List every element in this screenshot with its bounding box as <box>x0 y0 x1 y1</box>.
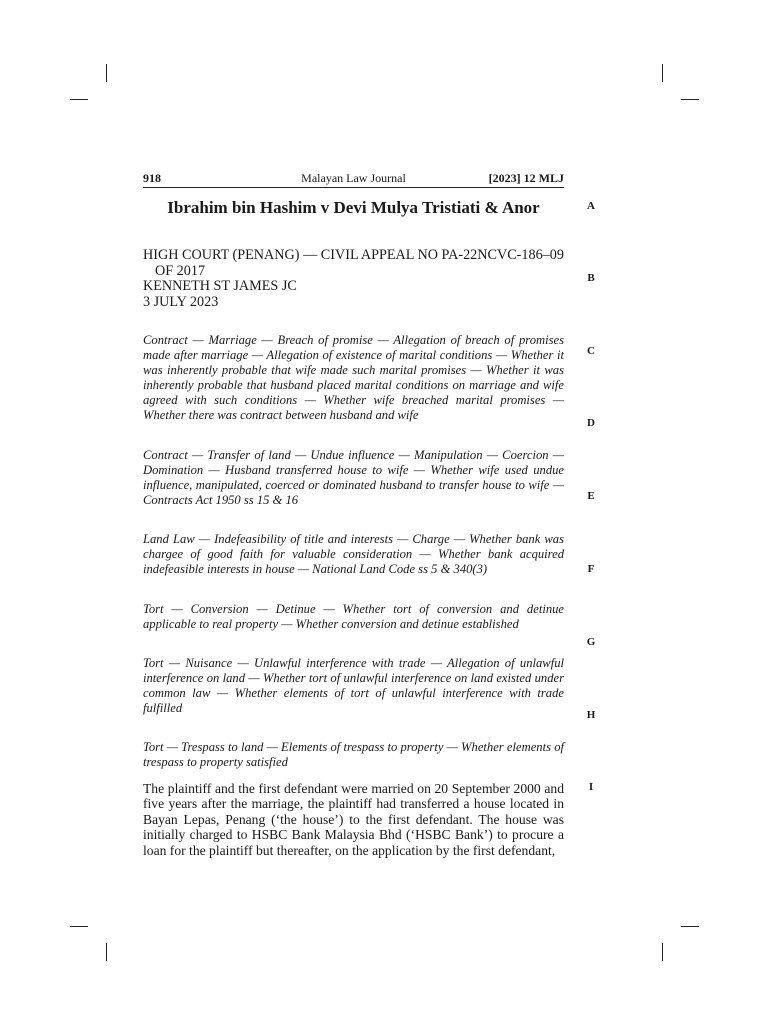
court-line: HIGH COURT (PENANG) — CIVIL APPEAL NO PA-22NCVC-186–09 <box>143 247 564 263</box>
crop-mark <box>662 64 663 82</box>
citation: [2023] 12 MLJ <box>488 171 564 185</box>
header-rule <box>143 187 564 188</box>
crop-mark <box>681 99 699 100</box>
crop-mark <box>70 926 88 927</box>
catchword-paragraph: Contract — Marriage — Breach of promise — Allegation of breach of promises made after marriage — Allegation of existence of marital conditions — Whether it was inherently probable that wife made such marital promises — Whether it was inherently probable that husband placed marital conditions on marriage and wife agreed with such conditions — Whether wife breached marital promises — Whether there was contract between husband and wife <box>143 333 564 422</box>
court-block <box>143 248 564 310</box>
margin-letter: D <box>587 417 595 429</box>
margin-letter: F <box>587 563 595 575</box>
margin-letter: I <box>588 781 594 793</box>
margin-letter: B <box>587 272 595 284</box>
case-title: Ibrahim bin Hashim v Devi Mulya Tristiati & Anor <box>167 198 540 217</box>
crop-mark <box>681 926 699 927</box>
catchword-paragraph: Land Law — Indefeasibility of title and interests — Charge — Whether bank was chargee of good faith for valuable consideration — Whether bank acquired indefeasible interests in house — National Land Code ss 5 & 340(3) <box>143 532 564 576</box>
crop-mark <box>106 943 107 961</box>
court-line-continued: OF 2017 <box>155 262 206 279</box>
catchword-paragraph: Tort — Trespass to land — Elements of trespass to property — Whether elements of trespass to property satisfied <box>143 740 564 769</box>
running-head <box>143 171 564 185</box>
catchword-paragraph: Tort — Nuisance — Unlawful interference with trade — Allegation of unlawful interference on land — Whether tort of unlawful interference on land existed under common law — Whether elements of tort of unlawful interference with trade fulfilled <box>143 656 564 715</box>
crop-mark <box>662 943 663 961</box>
margin-letter: H <box>586 709 596 721</box>
margin-letter: G <box>586 636 596 648</box>
page-number: 918 <box>143 171 161 185</box>
judge: KENNETH ST JAMES JC <box>143 278 297 294</box>
catchword-paragraph: Tort — Conversion — Detinue — Whether tort of conversion and detinue applicable to real property — Whether conversion and detinue established <box>143 602 564 631</box>
crop-mark <box>70 99 88 100</box>
catchword-paragraph: Contract — Transfer of land — Undue influence — Manipulation — Coercion — Domination — Husband transferred house to wife — Whether wife used undue influence, manipulated, coerced or dominated husband to transfer house to wife — Contracts Act 1950 ss 15 & 16 <box>143 448 564 507</box>
journal-name: Malayan Law Journal <box>301 171 406 185</box>
crop-mark <box>106 64 107 82</box>
margin-letter: C <box>587 345 595 357</box>
margin-letter: A <box>587 200 595 212</box>
margin-letter: E <box>587 490 595 502</box>
body-paragraph: The plaintiff and the first defendant were married on 20 September 2000 and five years after the marriage, the plaintiff had transferred a house located in Bayan Lepas, Penang (‘the house’) to the first defendant. The house was initially charged to HSBC Bank Malaysia Bhd (‘HSBC Bank’) to procure a loan for the plaintiff but thereafter, on the application by the first defendant, <box>143 781 564 858</box>
judgment-date: 3 JULY 2023 <box>143 293 219 310</box>
